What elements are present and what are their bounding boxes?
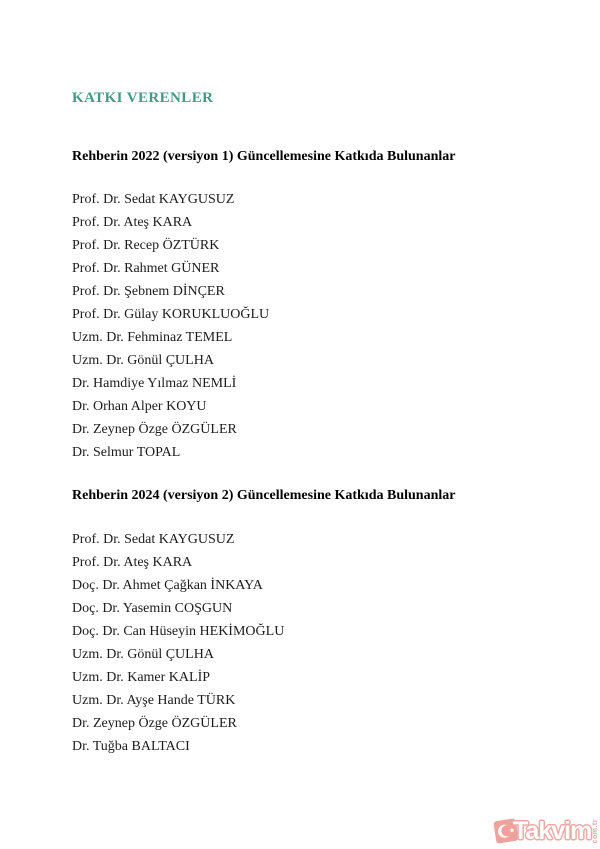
- watermark-domain-text: com.tr: [592, 818, 600, 844]
- page-title: KATKI VERENLER: [72, 90, 214, 106]
- contributor-name: Prof. Dr. Sedat KAYGUSUZ: [72, 192, 235, 207]
- contributor-name: Doç. Dr. Yasemin COŞGUN: [72, 601, 233, 616]
- contributor-name: Doç. Dr. Ahmet Çağkan İNKAYA: [72, 578, 263, 593]
- contributor-name: Uzm. Dr. Gönül ÇULHA: [72, 647, 214, 662]
- watermark-brand-text: Takvim: [513, 816, 592, 845]
- contributor-name: Dr. Tuğba BALTACI: [72, 739, 190, 754]
- contributor-list-2024: [72, 528, 284, 758]
- contributor-name: Uzm. Dr. Kamer KALİP: [72, 670, 211, 685]
- contributor-name: Prof. Dr. Ateş KARA: [72, 215, 193, 230]
- contributor-name: Dr. Orhan Alper KOYU: [72, 399, 207, 414]
- section-heading-2022: Rehberin 2022 (versiyon 1) Güncellemesine Katkıda Bulunanlar: [72, 149, 456, 164]
- contributor-name: Dr. Selmur TOPAL: [72, 445, 181, 460]
- contributor-name: Prof. Dr. Rahmet GÜNER: [72, 261, 220, 276]
- contributor-name: Prof. Dr. Ateş KARA: [72, 555, 193, 570]
- contributor-name: Prof. Dr. Gülay KORUKLUOĞLU: [72, 307, 270, 322]
- contributor-name: Prof. Dr. Recep ÖZTÜRK: [72, 238, 220, 253]
- contributor-name: Dr. Zeynep Özge ÖZGÜLER: [72, 716, 237, 731]
- contributor-name: Doç. Dr. Can Hüseyin HEKİMOĞLU: [72, 624, 285, 639]
- contributor-name: Dr. Hamdiye Yılmaz NEMLİ: [72, 376, 237, 391]
- contributor-name: Prof. Dr. Şebnem DİNÇER: [72, 284, 225, 299]
- takvim-watermark: [492, 809, 598, 847]
- section-heading-2024: Rehberin 2024 (versiyon 2) Güncellemesine Katkıda Bulunanlar: [72, 488, 456, 503]
- contributor-list-2022: [72, 188, 269, 464]
- contributor-name: Uzm. Dr. Fehminaz TEMEL: [72, 330, 233, 345]
- contributor-name: Prof. Dr. Sedat KAYGUSUZ: [72, 532, 235, 547]
- contributor-name: Uzm. Dr. Gönül ÇULHA: [72, 353, 214, 368]
- contributor-name: Uzm. Dr. Ayşe Hande TÜRK: [72, 693, 236, 708]
- contributor-name: Dr. Zeynep Özge ÖZGÜLER: [72, 422, 237, 437]
